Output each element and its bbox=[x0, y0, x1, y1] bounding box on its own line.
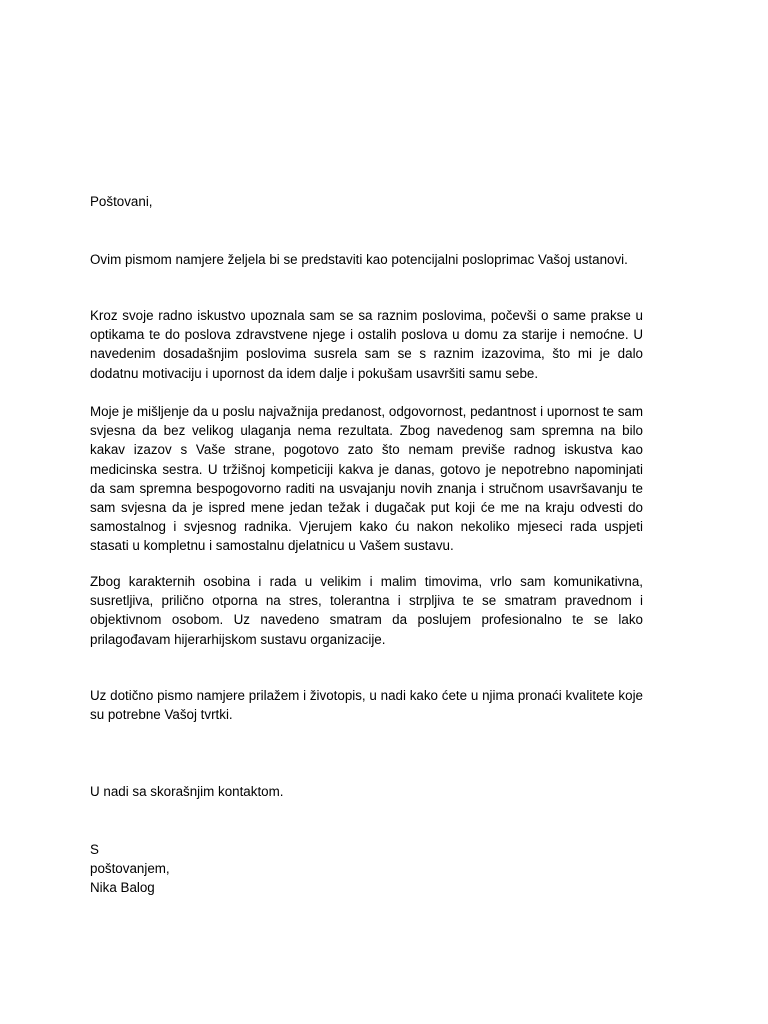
signoff-line-2: poštovanjem, bbox=[90, 861, 170, 877]
letter-paragraph-qualities: Zbog karakternih osobina i rada u velikim i malim timovima, vrlo sam komunikativna, susretljiva, prilično otporna na stres, tolerantna i strpljiva te se smatram pravednom i objektivnom osobom. Uz navedeno smatram da poslujem profesionalno te se lako prilagođavam hijerarhijskom sustavu organizacije. bbox=[90, 574, 643, 647]
letter-greeting: Poštovani, bbox=[90, 194, 153, 209]
letter-paragraph-intro: Ovim pismom namjere željela bi se predstaviti kao potencijalni posloprimac Vašoj ustanovi. bbox=[90, 252, 628, 267]
letter-paragraph-experience: Kroz svoje radno iskustvo upoznala sam se sa raznim poslovima, počevši o same prakse u optikama te do poslova zdravstvene njege i ostalih poslova u domu za starije i nemoćne. U navedenim dosadašnjim poslovima susrela sam se s raznim izazovima, što mi je dalo dodatnu motivaciju i upornost da idem dalje i pokušam usavršiti samu sebe. bbox=[90, 308, 643, 381]
signoff-name: Nika Balog bbox=[90, 880, 155, 896]
letter-closing: U nadi sa skorašnjim kontaktom. bbox=[90, 784, 284, 799]
letter-signoff bbox=[90, 840, 643, 898]
letter-paragraph-motivation: Moje je mišljenje da u poslu najvažnija predanost, odgovornost, pedantnost i upornost te sam svjesna da bez velikog ulaganja nema rezultata. Zbog navedenog sam spremna na bilo kakav izazov s Vaše strane, pogotovo zato što nemam previše radnog iskustva kao medicinska sestra. U tržišnoj kompeticiji kakva je danas, gotovo je nepotrebno napominjati da sam spremna bespogovorno raditi na usvajanju novih znanja i stručnom usavršavanju te sam svjesna da je ispred mene jedan težak i dugačak put koji će me na kraju odvesti do samostalnog i svjesnog radnika. Vjerujem kako ću nakon nekoliko mjeseci rada uspjeti stasati u kompletnu i samostalnu djelatnicu u Vašem sustavu. bbox=[90, 404, 643, 554]
letter-paragraph-attachment: Uz dotično pismo namjere prilažem i životopis, u nadi kako ćete u njima pronaći kvalitete koje su potrebne Vašoj tvrtki. bbox=[90, 688, 643, 723]
signoff-line-1: S bbox=[90, 842, 99, 857]
